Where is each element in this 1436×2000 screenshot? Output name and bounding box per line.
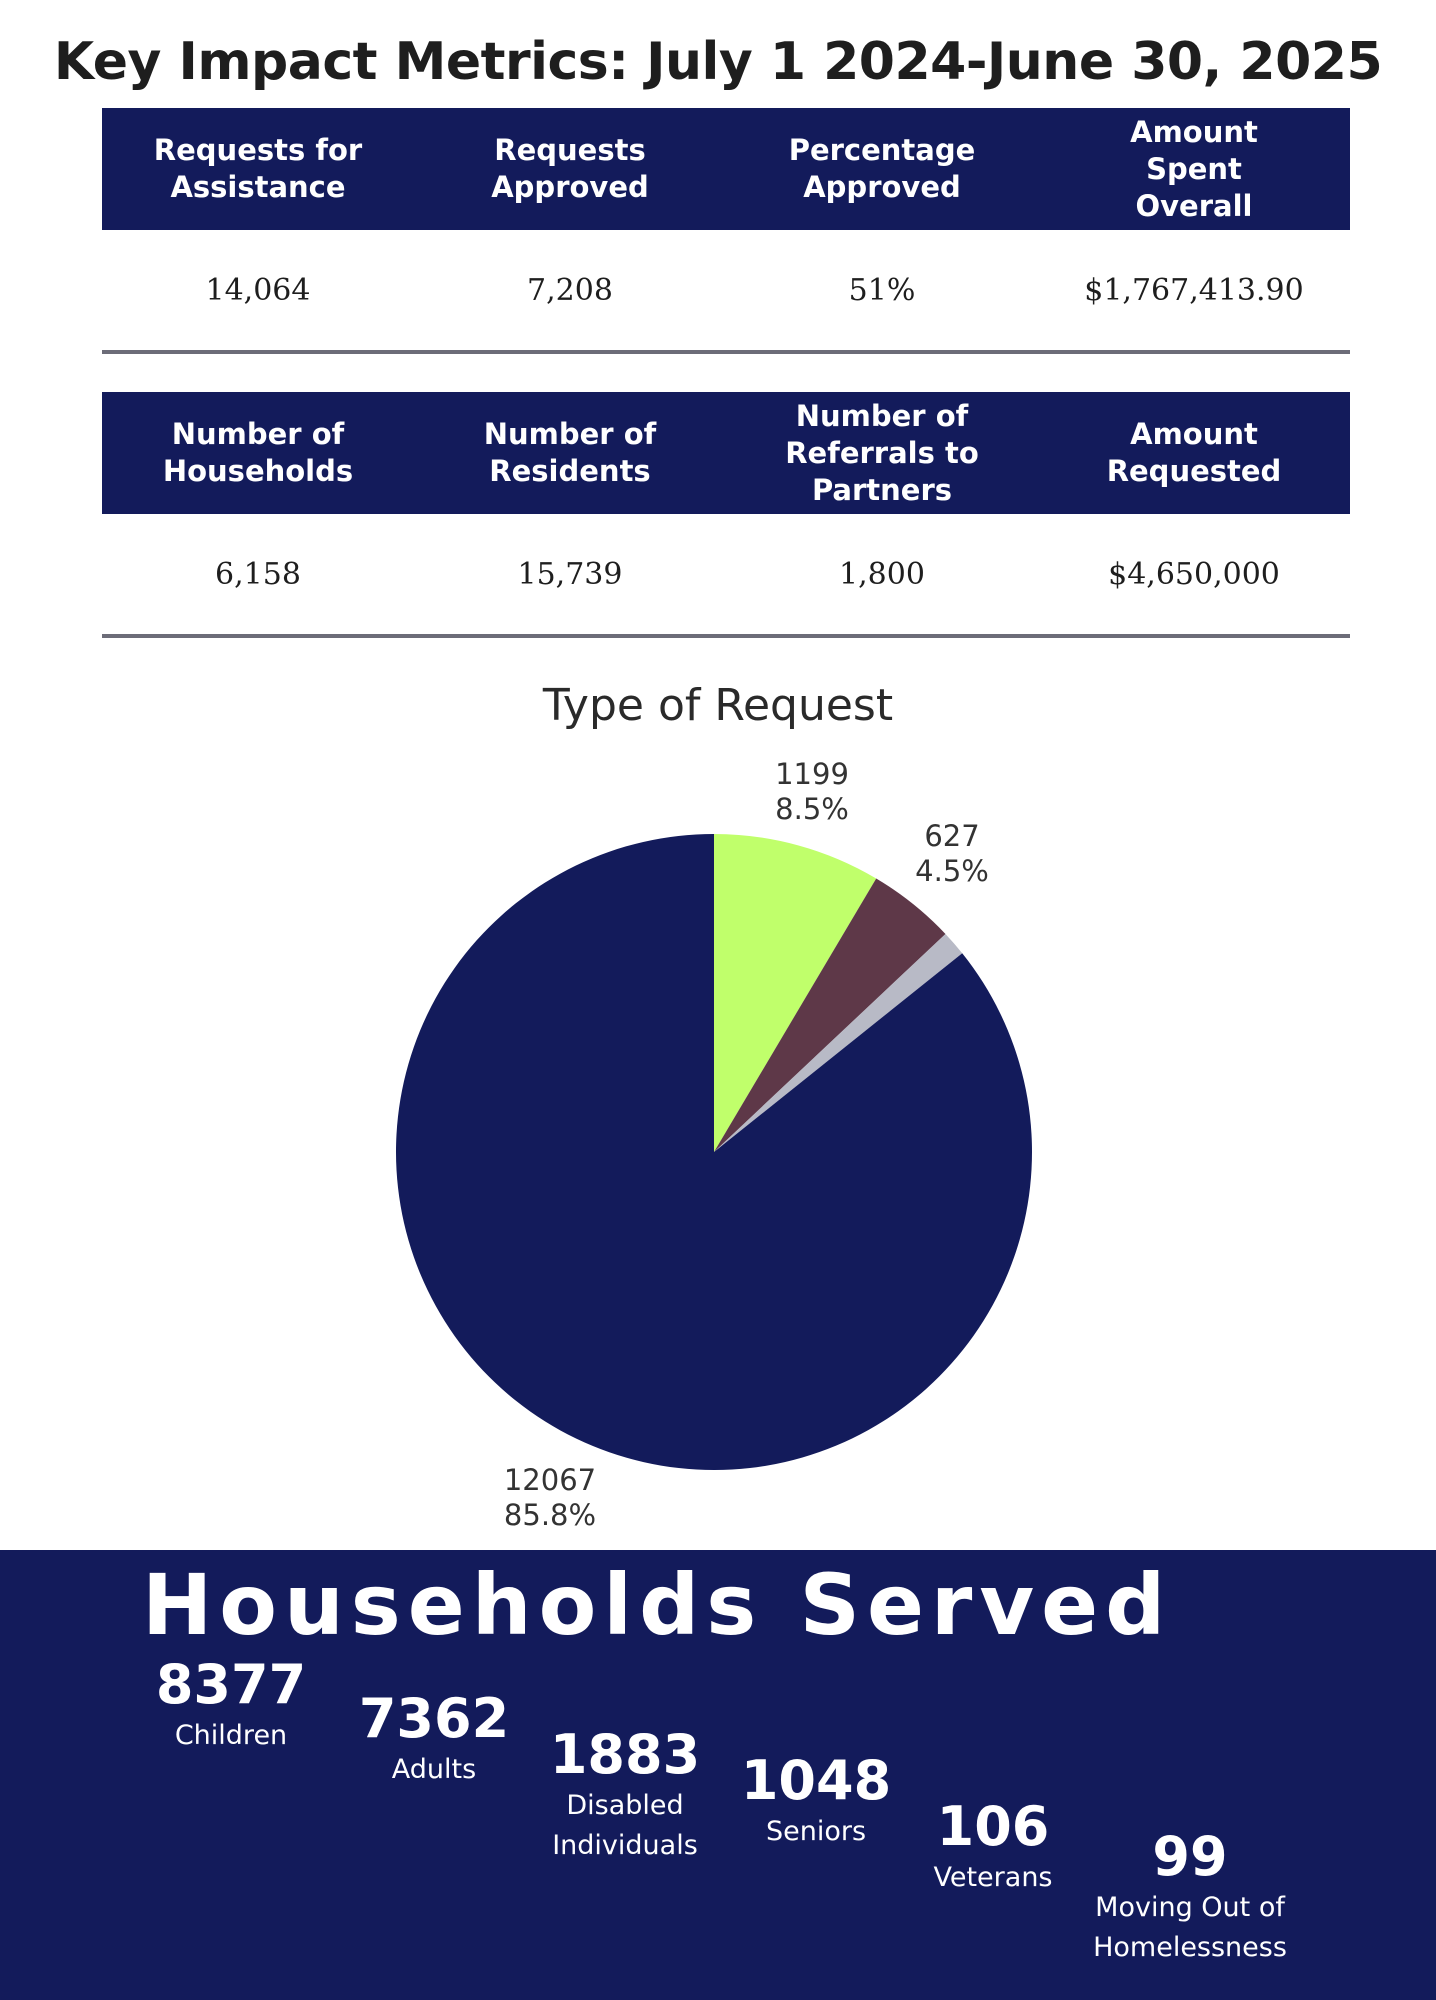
stat-number: 106 (936, 1795, 1050, 1858)
stat-label: Veterans (933, 1862, 1053, 1893)
pie-label-value-1: 627 (924, 819, 980, 853)
pie-label-percent-2: 85.8% (503, 1498, 597, 1532)
stat-label: Disabled Individuals (552, 1790, 698, 1861)
value-amount-spent-overall: $1,767,413.90 (1084, 272, 1304, 308)
value-amount-requested: $4,650,000 (1108, 556, 1280, 592)
stat-label: Adults (391, 1754, 477, 1785)
value-percentage-approved: 51% (848, 272, 916, 308)
pie-label-value-0: 1199 (775, 757, 849, 791)
page-title: Key Impact Metrics: July 1 2024-June 30, 2025 (53, 32, 1383, 92)
stat-disabled-individuals (520, 1724, 730, 1866)
metrics-table-2 (102, 392, 1350, 638)
value-requests-approved: 7,208 (527, 272, 613, 308)
value-number-of-residents: 15,739 (517, 556, 623, 592)
stat-children (126, 1654, 336, 1756)
header-number-of-referrals: Number of Referrals to Partners (785, 398, 979, 507)
pie-label-percent-0: 8.5% (775, 792, 849, 826)
value-number-of-referrals: 1,800 (839, 556, 925, 592)
stat-veterans (888, 1796, 1098, 1898)
header-amount-spent-overall: Amount Spent Overall (1130, 114, 1258, 223)
stat-label: Moving Out of Homelessness (1093, 1892, 1287, 1963)
metrics-table-2-values (102, 514, 1350, 638)
stat-number: 1883 (549, 1723, 701, 1786)
stat-number: 99 (1152, 1825, 1228, 1888)
households-served-title: Households Served (142, 1556, 1173, 1654)
chart-title: Type of Request (542, 680, 894, 731)
header-requests-for-assistance: Requests for Assistance (153, 133, 363, 204)
stat-moving-out-of-homelessness (1080, 1826, 1300, 1968)
header-requests-approved: Requests Approved (491, 133, 649, 204)
header-amount-requested: Amount Requested (1106, 417, 1282, 488)
stat-number: 1048 (740, 1749, 892, 1812)
metrics-table-1-values (102, 230, 1350, 354)
metrics-table-1 (102, 108, 1350, 354)
pie-label-value-2: 12067 (503, 1463, 597, 1497)
header-percentage-approved: Percentage Approved (788, 133, 976, 204)
metrics-table-2-header (102, 392, 1350, 514)
stat-label: Seniors (765, 1816, 867, 1847)
households-served-section (0, 1550, 1436, 2000)
header-number-of-households: Number of Households (162, 417, 354, 488)
stat-label: Children (174, 1720, 288, 1751)
stat-adults (329, 1688, 539, 1790)
metrics-table-1-header (102, 108, 1350, 230)
stat-number: 8377 (155, 1653, 307, 1716)
pie-label-percent-1: 4.5% (915, 854, 989, 888)
value-number-of-households: 6,158 (215, 556, 301, 592)
header-number-of-residents: Number of Residents (483, 417, 657, 488)
stat-number: 7362 (358, 1687, 510, 1750)
value-requests-for-assistance: 14,064 (205, 272, 311, 308)
pie-chart (0, 740, 1436, 1540)
